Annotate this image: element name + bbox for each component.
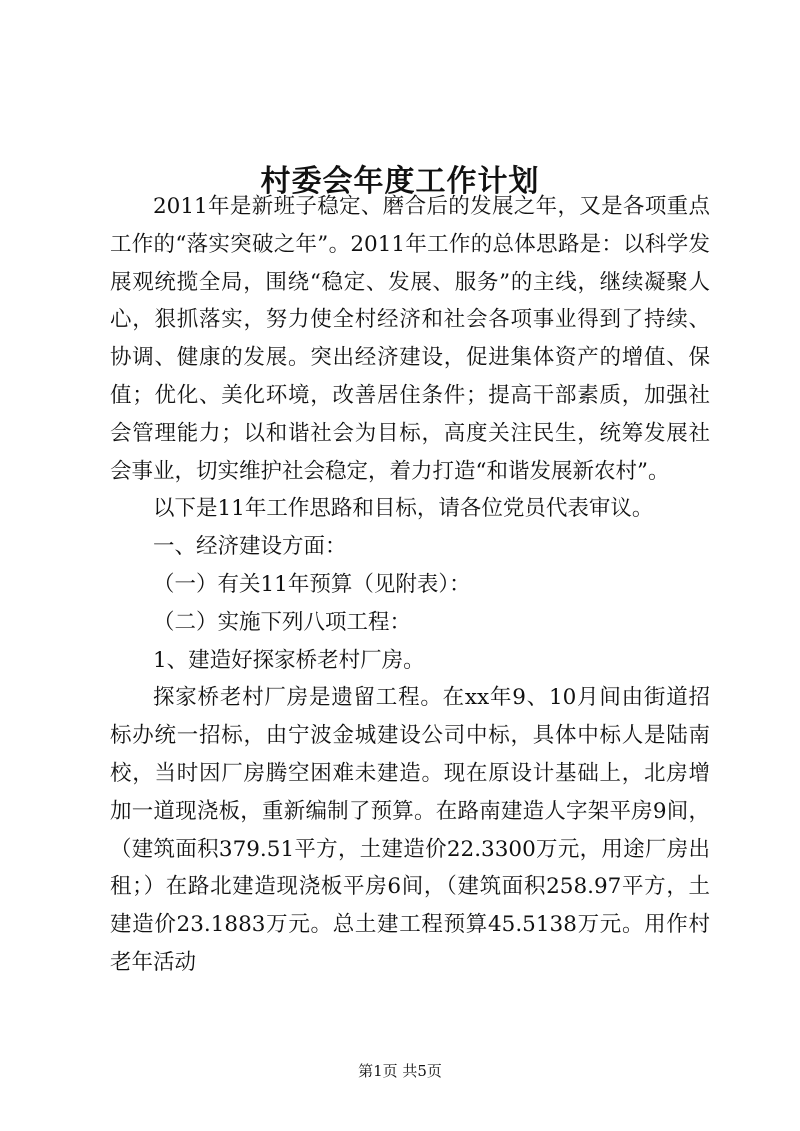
- heading-economic-construction: 一、经济建设方面：: [153, 534, 347, 560]
- paragraph-review-request: 以下是11年工作思路和目标，请各位党员代表审议。: [153, 496, 654, 522]
- page-number-footer: 第1页 共5页: [358, 1062, 442, 1080]
- document-title: 村委会年度工作计划: [260, 164, 540, 200]
- subheading-budget: （一）有关11年预算（见附表）：: [153, 571, 471, 597]
- paragraph-intro: 2011年是新班子稳定、磨合后的发展之年，又是各项重点工作的“落实突破之年”。2011年工作的总体思路是：以科学发展观统揽全局，围绕“稳定、发展、服务”的主线，继续凝聚人心，狠抓落实，努力使全村经济和社会各项事业得到了持续、协调、健康的发展。突出经济建设，促进集体资产的增值、保值；优化、美化环境，改善居住条件；提高干部素质，加强社会管理能力；以和谐社会为目标，高度关注民生，统筹发展社会事业，切实维护社会稳定，着力打造“和谐发展新农村”。: [110, 194, 710, 484]
- subheading-eight-projects: （二）实施下列八项工程：: [153, 609, 412, 635]
- item-heading-factory: 1、建造好探家桥老村厂房。: [153, 647, 425, 673]
- document-body: [110, 188, 710, 982]
- paragraph-factory-details: 探家桥老村厂房是遗留工程。在xx年9、10月间由街道招标办统一招标，由宁波金城建设公司中标，具体中标人是陆南校，当时因厂房腾空困难未建造。现在原设计基础上，北房增加一道现浇板，重新编制了预算。在路南建造人字架平房9间，（建筑面积379.51平方，土建造价22.3300万元，用途厂房出租；）在路北建造现浇板平房6间，（建筑面积258.97平方，土建造价23.1883万元。总土建工程预算45.5138万元。用作村老年活动: [110, 685, 710, 975]
